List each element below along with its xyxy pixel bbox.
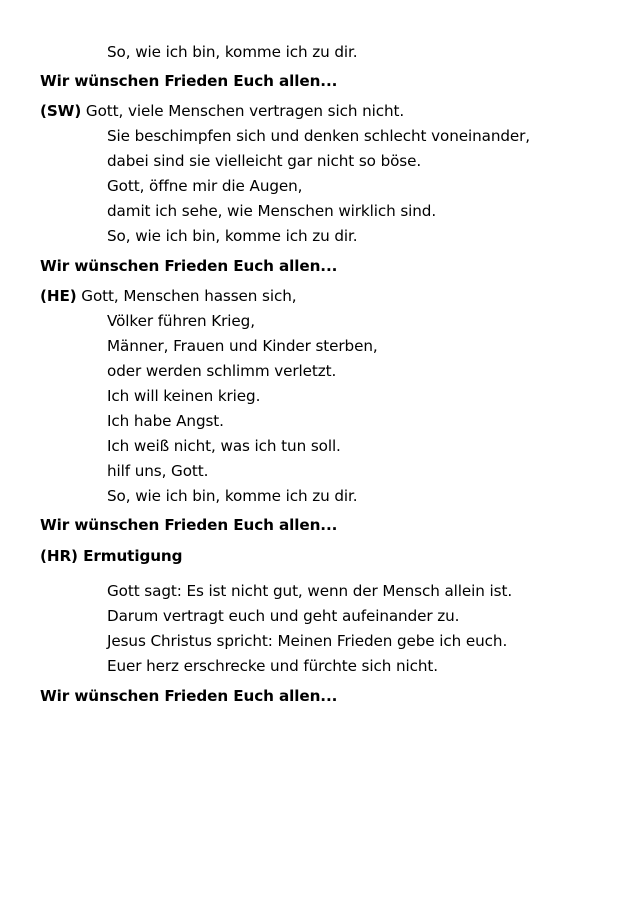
verse-line: Gott sagt: Es ist nicht gut, wenn der Mensch allein ist. — [107, 582, 513, 600]
verse-line: Ich habe Angst. — [107, 412, 224, 430]
verse-line: Völker führen Krieg, — [107, 312, 255, 330]
refrain-line: Wir wünschen Frieden Euch allen... — [40, 257, 338, 275]
verse-line: So, wie ich bin, komme ich zu dir. — [107, 227, 358, 245]
speaker-label: (HE) — [40, 287, 77, 305]
verse-text: Gott, viele Menschen vertragen sich nicht. — [81, 102, 405, 120]
verse-text: Gott, Menschen hassen sich, — [76, 287, 297, 305]
verse-line: hilf uns, Gott. — [107, 462, 209, 480]
verse-line: Ich will keinen krieg. — [107, 387, 261, 405]
refrain-line: Wir wünschen Frieden Euch allen... — [40, 687, 338, 705]
verse-line: Ich weiß nicht, was ich tun soll. — [107, 437, 341, 455]
speaker-line-sw — [40, 100, 404, 122]
section-heading: (HR) Ermutigung — [40, 547, 183, 565]
verse-line: Jesus Christus spricht: Meinen Frieden gebe ich euch. — [107, 632, 508, 650]
verse-line: So, wie ich bin, komme ich zu dir. — [107, 43, 358, 61]
refrain-line: Wir wünschen Frieden Euch allen... — [40, 72, 338, 90]
verse-line: Darum vertragt euch und geht aufeinander zu. — [107, 607, 460, 625]
refrain-line: Wir wünschen Frieden Euch allen... — [40, 516, 338, 534]
verse-line: So, wie ich bin, komme ich zu dir. — [107, 487, 358, 505]
verse-line: Euer herz erschrecke und fürchte sich nicht. — [107, 657, 438, 675]
verse-line: damit ich sehe, wie Menschen wirklich sind. — [107, 202, 437, 220]
verse-line: Männer, Frauen und Kinder sterben, — [107, 337, 378, 355]
speaker-label: (SW) — [40, 102, 82, 120]
verse-line: dabei sind sie vielleicht gar nicht so böse. — [107, 152, 422, 170]
verse-line: Sie beschimpfen sich und denken schlecht voneinander, — [107, 127, 531, 145]
verse-line: Gott, öffne mir die Augen, — [107, 177, 303, 195]
speaker-line-he — [40, 285, 296, 307]
verse-line: oder werden schlimm verletzt. — [107, 362, 337, 380]
